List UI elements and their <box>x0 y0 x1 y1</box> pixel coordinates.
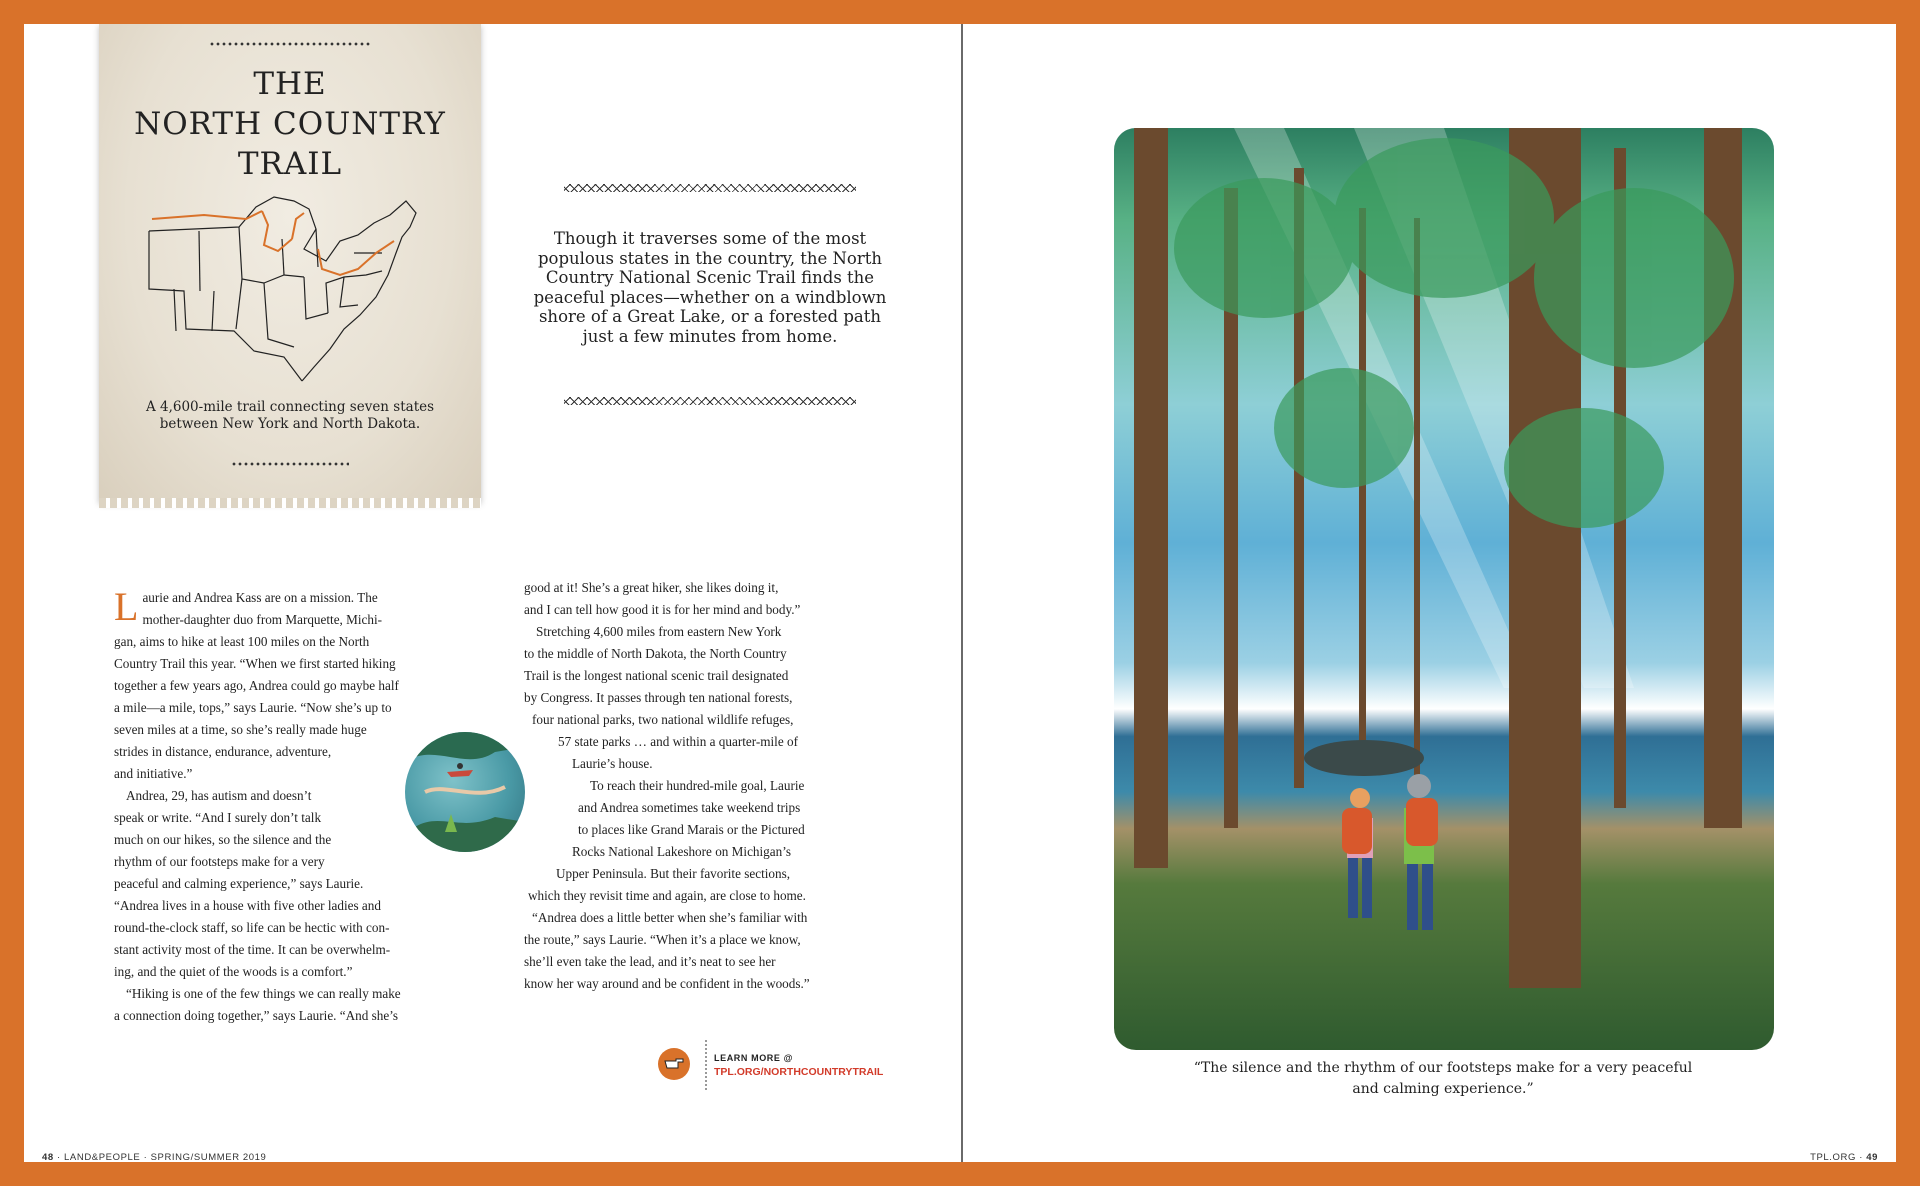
body-line: “Andrea lives in a house with five other ladies and <box>114 898 381 913</box>
page-number: 49 <box>1866 1152 1878 1162</box>
pullquote-bottom-ornament <box>564 397 856 405</box>
pointing-hand-icon <box>658 1048 690 1080</box>
trail-map-icon <box>144 179 439 389</box>
body-line: to the middle of North Dakota, the North Country <box>524 646 787 661</box>
forest-hikers-illustration <box>1114 128 1774 1050</box>
pull-quote: Though it traverses some of the most populous states in the country, the North Country National Scenic Trail finds the peaceful places—whether on a windblown shore of a Great Lake, or a forested path just a few minutes from home. <box>533 229 887 346</box>
learn-more-link[interactable]: TPL.ORG/NORTHCOUNTRYTRAIL <box>714 1066 884 1078</box>
body-line: stant activity most of the time. It can be overwhelm- <box>114 942 391 957</box>
body-line: aurie and Andrea Kass are on a mission. The <box>142 590 378 605</box>
body-line: Country Trail this year. “When we first started hiking <box>114 656 396 671</box>
body-line: strides in distance, endurance, adventure, <box>114 744 332 759</box>
body-line: much on our hikes, so the silence and the <box>114 832 332 847</box>
body-column-2 <box>524 577 894 995</box>
body-line: round-the-clock staff, so life can be hectic with con- <box>114 920 390 935</box>
folio-text: · LAND&PEOPLE · SPRING/SUMMER 2019 <box>57 1152 267 1162</box>
body-line: “Hiking is one of the few things we can really make <box>126 986 401 1001</box>
body-line: together a few years ago, Andrea could go maybe half <box>114 678 399 693</box>
body-line: which they revisit time and again, are close to home. <box>528 888 806 903</box>
folio-text: TPL.ORG · <box>1810 1152 1863 1162</box>
card-torn-edge <box>99 498 481 508</box>
left-page <box>24 24 961 1162</box>
page-number: 48 <box>42 1152 54 1162</box>
body-line: Stretching 4,600 miles from eastern New York <box>536 624 782 639</box>
body-line: to places like Grand Marais or the Pictured <box>578 822 805 837</box>
body-line: good at it! She’s a great hiker, she likes doing it, <box>524 580 779 595</box>
right-folio <box>1810 1152 1878 1162</box>
body-line: ing, and the quiet of the woods is a comfort.” <box>114 964 353 979</box>
body-line: Trail is the longest national scenic trail designated <box>524 668 789 683</box>
body-line: Rocks National Lakeshore on Michigan’s <box>572 844 792 859</box>
body-line: peaceful and calming experience,” says Laurie. <box>114 876 364 891</box>
illustration-caption: “The silence and the rhythm of our footsteps make for a very peaceful and calming experience.” <box>1193 1060 1693 1097</box>
learn-more-label: LEARN MORE @ <box>714 1053 793 1063</box>
body-line: Upper Peninsula. But their favorite sections, <box>556 866 791 881</box>
body-line: know her way around and be confident in the woods.” <box>524 976 810 991</box>
inset-canoe-illustration <box>405 732 525 852</box>
card-title: THE NORTH COUNTRY TRAIL <box>134 66 446 182</box>
body-line: she’ll even take the lead, and it’s neat to see her <box>524 954 776 969</box>
body-line: “Andrea does a little better when she’s familiar with <box>532 910 808 925</box>
card-caption: A 4,600-mile trail connecting seven states between New York and North Dakota. <box>145 399 435 432</box>
body-line: seven miles at a time, so she’s really made huge <box>114 722 367 737</box>
body-line: To reach their hundred-mile goal, Laurie <box>590 778 805 793</box>
body-line: Andrea, 29, has autism and doesn’t <box>126 788 312 803</box>
body-line: four national parks, two national wildlife refuges, <box>532 712 794 727</box>
pullquote-top-ornament <box>564 184 856 192</box>
right-page <box>963 24 1896 1162</box>
body-line: a mile—a mile, tops,” says Laurie. “Now she’s up to <box>114 700 392 715</box>
body-line: and initiative.” <box>114 766 193 781</box>
body-line: and Andrea sometimes take weekend trips <box>578 800 801 815</box>
body-line: a connection doing together,” says Laurie. “And she’s <box>114 1008 399 1023</box>
left-folio <box>42 1152 266 1162</box>
body-line: rhythm of our footsteps make for a very <box>114 854 325 869</box>
body-line: gan, aims to hike at least 100 miles on the North <box>114 634 370 649</box>
learn-more-divider <box>705 1040 707 1090</box>
card-bottom-ornament <box>231 462 349 466</box>
body-line: and I can tell how good it is for her mind and body.” <box>524 602 801 617</box>
body-line: mother-daughter duo from Marquette, Michi- <box>142 612 383 627</box>
drop-cap: L <box>114 584 139 629</box>
body-line: the route,” says Laurie. “When it’s a place we know, <box>524 932 801 947</box>
card-top-ornament <box>209 42 371 46</box>
body-line: Laurie’s house. <box>572 756 653 771</box>
body-line: speak or write. “And I surely don’t talk <box>114 810 322 825</box>
body-line: 57 state parks … and within a quarter-mile of <box>558 734 798 749</box>
title-card <box>99 24 481 502</box>
body-line: by Congress. It passes through ten national forests, <box>524 690 793 705</box>
